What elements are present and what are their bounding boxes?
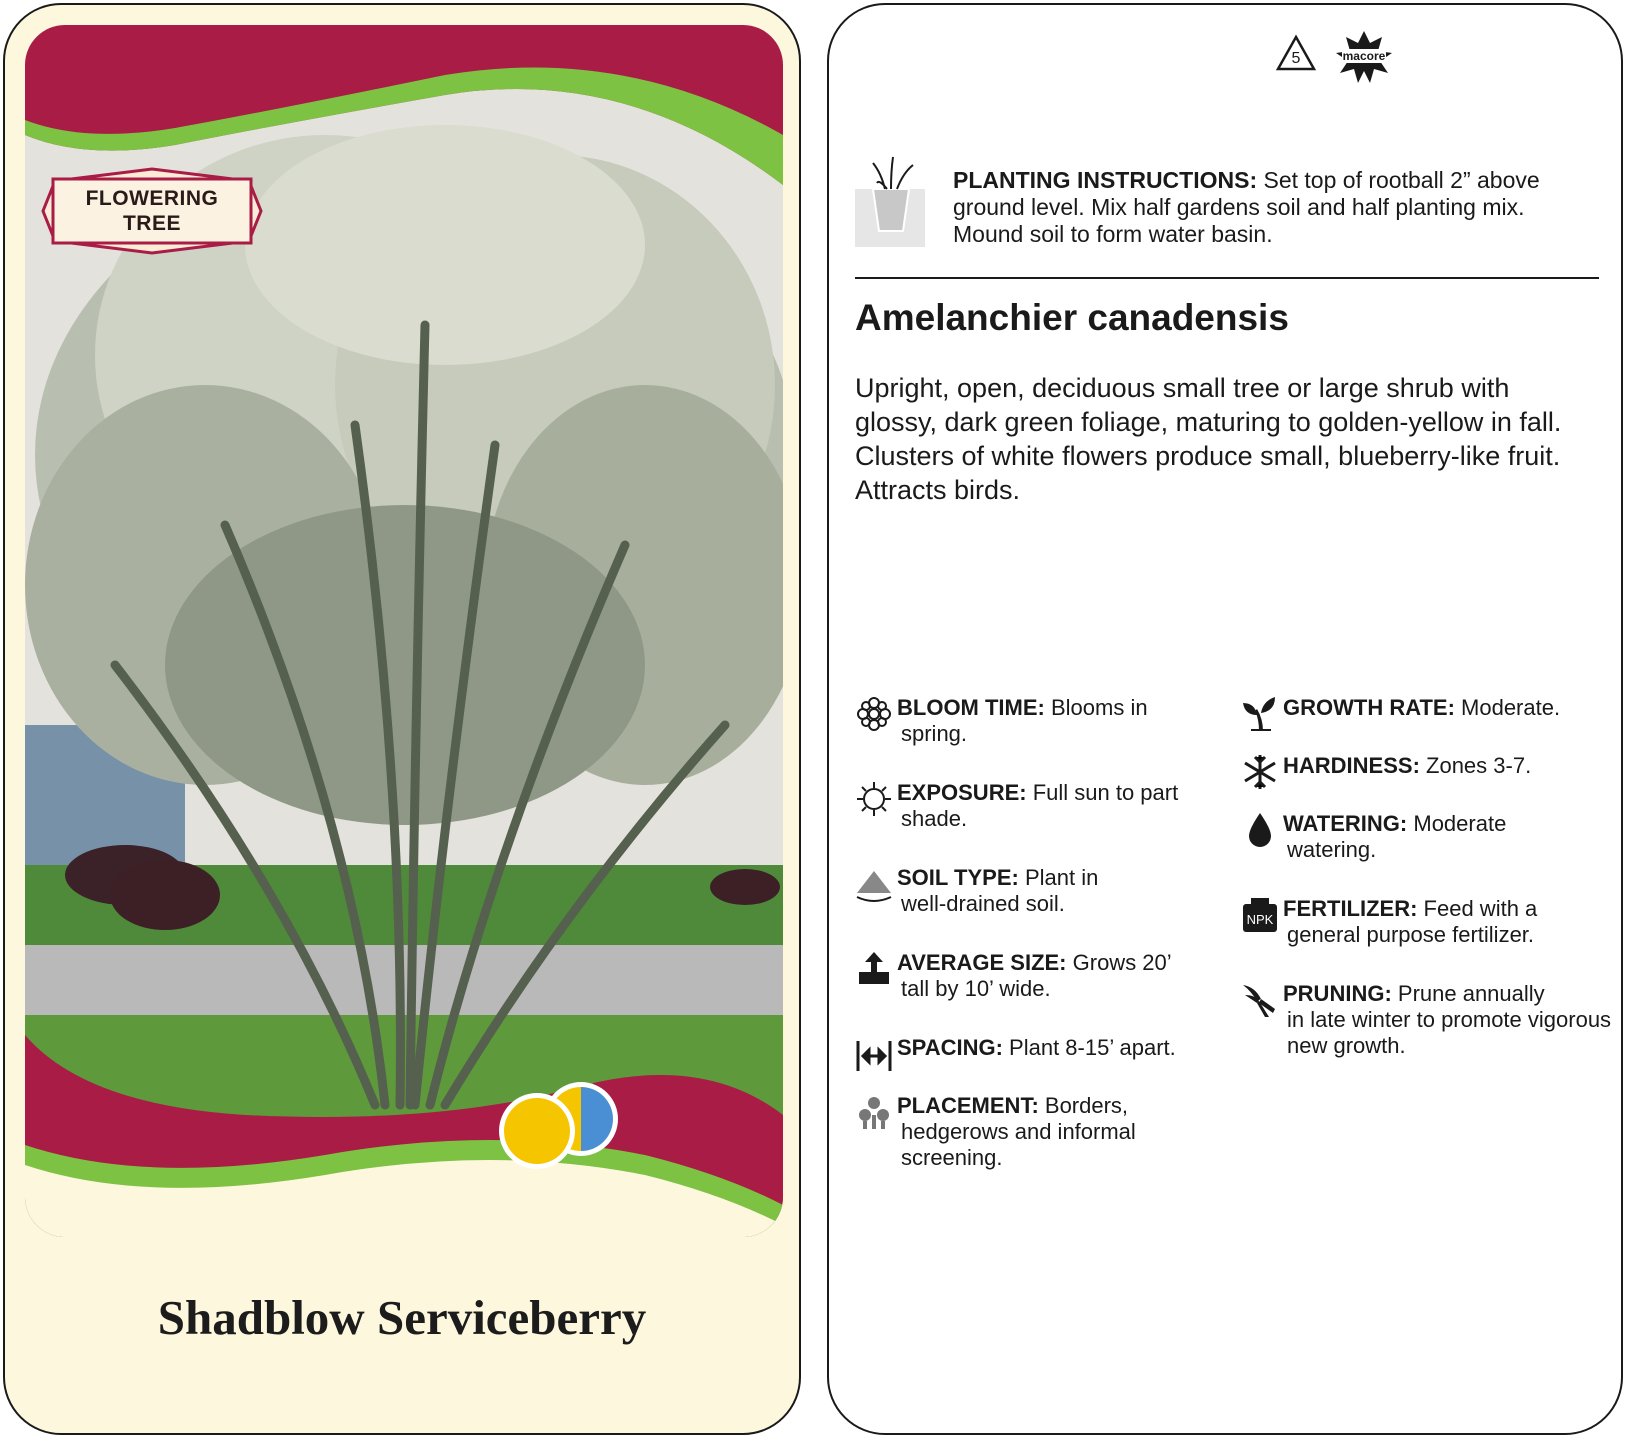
pruners-icon [1241,981,1279,1019]
attr-pruning: PRUNING: Prune annually in late winter to promote vigorous new growth. [1241,981,1611,1063]
plant-description: Upright, open, deciduous small tree or large shrub with glossy, dark green foliage, maturing to golden-yellow in fall. Clusters of white flowers produce small, blueberry-like fruit. Attracts birds. [855,373,1562,505]
category-badge [39,167,265,255]
attr-average-size: AVERAGE SIZE: Grows 20’ tall by 10’ wide. [855,950,1225,1006]
attr-watering: WATERING: Moderate watering. [1241,811,1611,867]
planting-text: Set top of rootball 2” above ground level. Mix half gardens soil and half planting mix. Mound soil to form water basin. [953,167,1540,247]
size-icon [855,950,893,988]
macore-text: macore [1342,49,1386,63]
attr-exposure: EXPOSURE: Full sun to part shade. [855,780,1225,836]
attr-fertilizer: NPK FERTILIZER: Feed with a general purpose fertilizer. [1241,896,1611,952]
back-card [827,3,1623,1435]
recycle-number: 5 [1291,50,1301,67]
sprout-icon [1241,695,1279,733]
front-card [3,3,801,1435]
full-sun-icon [499,1093,575,1169]
badge-line-2: TREE [122,212,181,235]
spacing-icon [855,1035,893,1073]
attr-placement: PLACEMENT: Borders, hedgerows and informal screening. [855,1093,1225,1175]
badge-line-1: FLOWERING [85,187,219,210]
water-drop-icon [1241,811,1279,849]
common-name: Shadblow Serviceberry [157,1290,647,1345]
attr-soil-type: SOIL TYPE: Plant in well-drained soil. [855,865,1225,921]
exposure-icons [495,1081,635,1171]
soil-icon [855,865,893,903]
logos [1274,29,1404,89]
latin-name: Amelanchier canadensis [855,297,1289,338]
placement-icon [855,1093,893,1131]
attr-bloom-time: BLOOM TIME: Blooms in spring. [855,695,1225,751]
attr-spacing: SPACING: Plant 8-15’ apart. [855,1035,1225,1075]
planting-pot-icon [855,153,925,249]
snowflake-icon [1241,753,1279,791]
planting-instructions [953,167,1573,248]
svg-text:NPK: NPK [1246,912,1274,927]
planting-label: PLANTING INSTRUCTIONS: [953,167,1258,193]
divider [855,277,1599,279]
sun-icon [855,780,893,818]
fertilizer-icon [1241,896,1279,934]
attr-growth-rate: GROWTH RATE: Moderate. [1241,695,1611,735]
attr-hardiness: HARDINESS: Zones 3-7. [1241,753,1611,793]
flower-icon [855,695,893,733]
